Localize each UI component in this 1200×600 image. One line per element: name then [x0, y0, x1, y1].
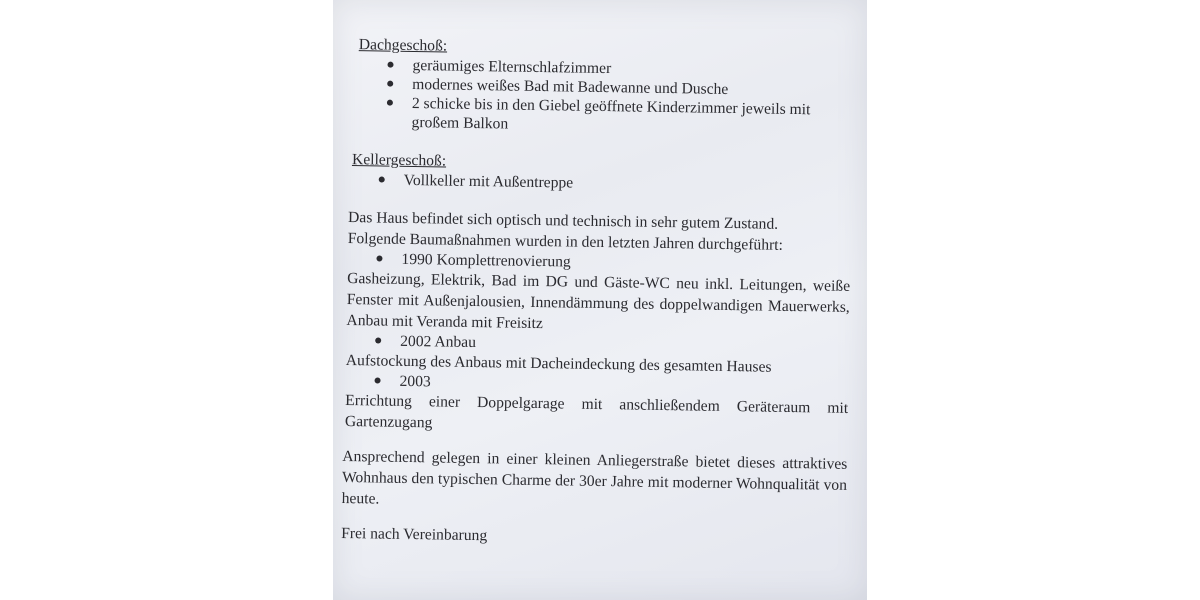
list-item: 2002 Anbau: [400, 332, 849, 358]
paragraph-lage: Ansprechend gelegen in einer kleinen Anliegerstraße bietet dieses attraktives Wohnhaus den typischen Charme der 30er Jahre mit moderner Wohnqualität von heute.: [341, 447, 848, 508]
paragraph-baumassnahmen-intro: Folgende Baumaßnahmen wurden in den letzten Jahren durchgeführt:: [347, 230, 784, 254]
measure-text-2002: Aufstockung des Anbaus mit Dacheindeckung des gesamten Hauses: [345, 351, 772, 376]
list-item: 2003: [399, 372, 848, 398]
list-dachgeschoss: [357, 55, 853, 139]
heading-kellergeschoss: Kellergeschoß:: [351, 151, 447, 170]
section-kellergeschoss: [352, 149, 853, 197]
list-item: geräumiges Elternschlafzimmer: [412, 56, 853, 82]
section-baumassnahmen: [345, 207, 851, 440]
list-item: Vollkeller mit Außentreppe: [404, 171, 852, 197]
paragraph-zustand: Das Haus befindet sich optisch und technisch in sehr gutem Zustand.: [347, 209, 779, 233]
section-dachgeschoss: [357, 34, 853, 139]
list-item: 2 schicke bis in den Giebel geöffnete Kinderzimmer jeweils mit großem Balkon: [411, 94, 853, 139]
document-text: [341, 34, 854, 552]
heading-dachgeschoss: Dachgeschoß:: [358, 36, 448, 55]
list-item: 1990 Komplettrenovierung: [401, 250, 850, 276]
measure-text-2003: Errichtung einer Doppelgarage mit anschließendem Geräteraum mit Gartenzugang: [344, 391, 849, 432]
paper-sheet: [333, 0, 867, 600]
list-item: modernes weißes Bad mit Badewanne und Dusche: [412, 75, 853, 101]
measure-text-1990: Gasheizung, Elektrik, Bad im DG und Gäste-WC neu inkl. Leitungen, weiße Fenster mit Außenjalousien, Innendämmung des doppelwandigen Mauerwerks, Anbau mit Veranda mit Freisitz: [346, 270, 851, 333]
paragraph-closing: Frei nach Vereinbarung: [341, 524, 488, 545]
